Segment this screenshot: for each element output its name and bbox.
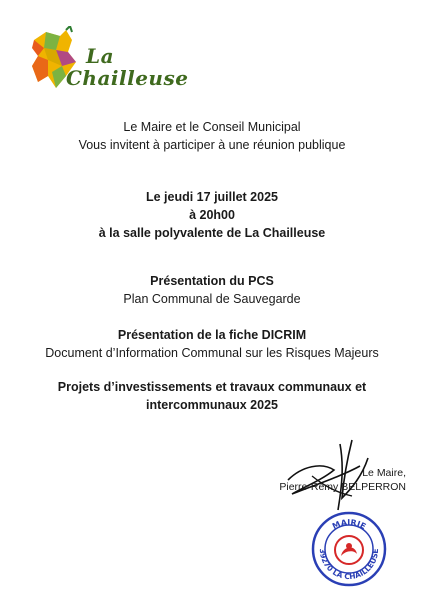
signature-block <box>279 466 406 494</box>
invitation-line1: Le Maire et le Conseil Municipal <box>123 120 301 134</box>
event-date: Le jeudi 17 juillet 2025 <box>145 190 278 204</box>
event-place: à la salle polyvalente de La Chailleuse <box>98 226 326 240</box>
commune-logo <box>26 26 189 96</box>
logo-text-line1: La <box>86 44 115 68</box>
mairie-stamp <box>310 510 388 588</box>
signature-role: Le Maire, <box>362 467 406 479</box>
agenda-subtitle: Plan Communal de Sauvegarde <box>123 292 301 306</box>
agenda-title: Présentation de la fiche DICRIM <box>117 328 307 342</box>
agenda-title: Présentation du PCS <box>150 274 274 288</box>
logo-text-line2: Chailleuse <box>66 66 189 90</box>
svg-text:MAIRIE <box>331 518 368 531</box>
invitation-line2: Vous invitent à participer à une réunion publique <box>78 138 346 152</box>
agenda-subtitle: Document d’Information Communal sur les Risques Majeurs <box>45 346 379 360</box>
stamp-bottom-text: 39270 LA CHAILLEUSE <box>317 548 381 582</box>
agenda-item-dicrim <box>0 326 424 362</box>
stamp-top-text: MAIRIE <box>330 517 368 532</box>
event-details <box>0 188 424 242</box>
agenda-item-projects <box>0 378 424 414</box>
agenda-item-pcs <box>0 272 424 308</box>
signature-name: Pierre-Rémy BELPERRON <box>279 481 406 493</box>
agenda-title-line2: intercommunaux 2025 <box>146 398 278 412</box>
agenda-title-line1: Projets d’investissements et travaux communaux et <box>57 380 367 394</box>
event-time: à 20h00 <box>189 208 235 222</box>
invitation-text <box>0 118 424 154</box>
